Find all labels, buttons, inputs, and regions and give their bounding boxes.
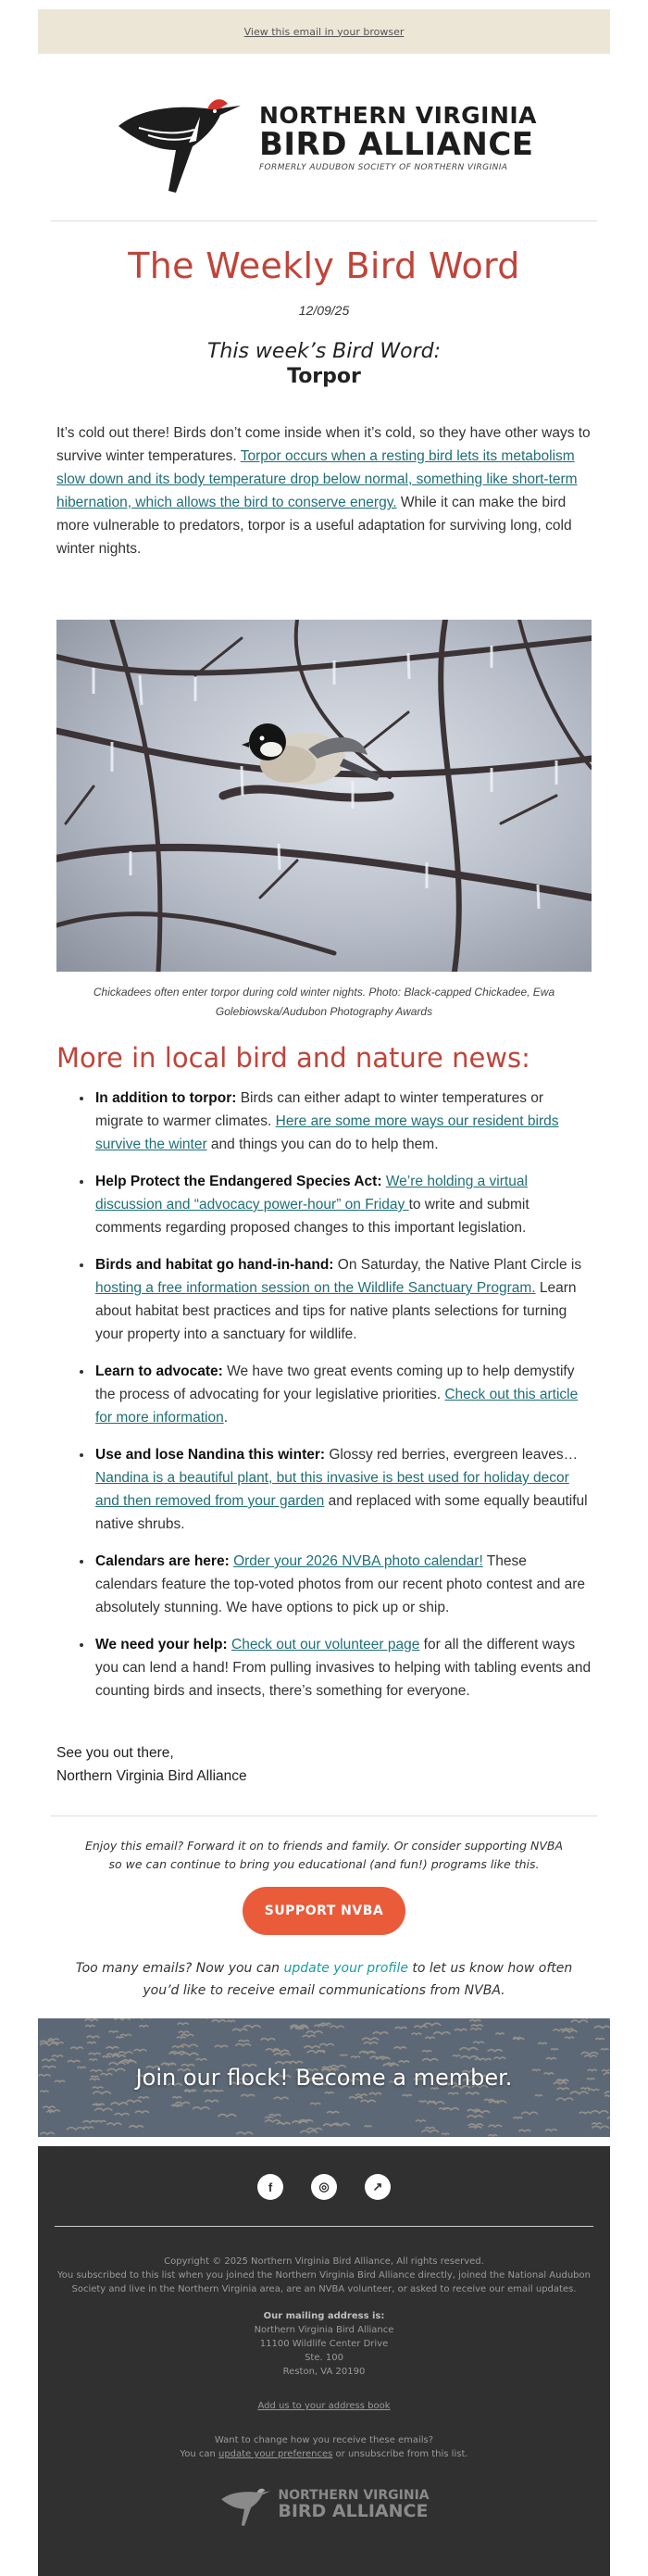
nandina-link[interactable]: Nandina is a beautiful plant, but this invasive is best used for holiday decor and then removed from your garden <box>95 1470 569 1509</box>
footer-logo[interactable] <box>38 2478 610 2530</box>
torpor-article-link[interactable]: Torpor occurs when a resting bird lets its metabolism slow down and its body temperature drop below normal, something like short-term hibernation, which allows the bird to conserve energy. <box>56 448 578 510</box>
instagram-icon[interactable]: ◎ <box>311 2174 337 2200</box>
footer-brand-line1: NORTHERN VIRGINIA <box>278 2487 430 2503</box>
calendar-order-link[interactable]: Order your 2026 NVBA photo calendar! <box>233 1553 483 1569</box>
news-list <box>93 1087 592 1703</box>
woodpecker-logo-icon <box>111 72 250 202</box>
winter-survival-link[interactable]: Here are some more ways our resident birds survive the winter <box>95 1113 559 1152</box>
news-section-title: More in local bird and nature news: <box>56 1042 530 1074</box>
preferences-footer-text: Want to change how you receive these emails? You can update your preferences or unsubscribe from this list. <box>180 2435 468 2459</box>
news-item: • In addition to torpor: Birds can either adapt to winter temperatures or migrate to warmer climates. Here are some more ways our resident birds survive the winter and things you can do to help them. <box>93 1087 592 1156</box>
copyright-text: Copyright © 2025 Northern Virginia Bird Alliance, All rights reserved. <box>164 2256 484 2267</box>
support-nvba-button[interactable]: SUPPORT NVBA <box>243 1887 406 1935</box>
add-to-address-book-link[interactable]: Add us to your address book <box>257 2401 391 2411</box>
icy-branches-image <box>56 620 592 972</box>
photo-caption: Chickadees often enter torpor during cold winter nights. Photo: Black-capped Chickadee, Ewa Golebiowska/Audubon Photography Awards <box>93 986 555 1018</box>
news-item: • Calendars are here: Order your 2026 NVBA photo calendar! These calendars feature the top-voted photos from our recent photo contest and are absolutely stunning. We have options to pick up or ship. <box>93 1550 592 1619</box>
email-container <box>38 9 610 2576</box>
view-in-browser-link[interactable]: View this email in your browser <box>243 25 405 38</box>
preheader-bar <box>38 9 610 54</box>
website-link-icon[interactable]: ↗ <box>365 2174 391 2200</box>
esa-discussion-link[interactable]: We’re holding a virtual discussion and “advocacy power-hour” on Friday <box>95 1174 528 1213</box>
brand-name-line2: BIRD ALLIANCE <box>258 126 534 163</box>
membership-banner[interactable] <box>38 2018 610 2137</box>
news-item: • Use and lose Nandina this winter: Glossy red berries, evergreen leaves…Nandina is a beautiful plant, but this invasive is best used for holiday decor and then removed from your garden and replaced with some equally beautiful native shrubs. <box>93 1443 592 1536</box>
membership-banner-text: Join our flock! Become a member. <box>135 2065 513 2091</box>
newsletter-title: The Weekly Bird Word <box>128 245 520 286</box>
woodpecker-logo-icon <box>218 2478 274 2530</box>
chickadee-photo <box>56 620 592 972</box>
volunteer-page-link[interactable]: Check out our volunteer page <box>231 1637 420 1652</box>
bird-word-label: This week’s Bird Word: <box>206 340 442 363</box>
divider <box>51 220 597 221</box>
update-profile-link[interactable]: update your profile <box>283 1961 408 1976</box>
news-item: • Learn to advocate: We have two great events coming up to help demystify the process of advocating for your legislative priorities. Check out this article for more information. <box>93 1360 592 1429</box>
advocacy-article-link[interactable]: Check out this article for more information <box>95 1387 579 1426</box>
intro-paragraph: It’s cold out there! Birds don’t come inside when it’s cold, so they have other ways to survive winter temperatures. Torpor occurs when a resting bird lets its metabolism slow down and its body temperature drop below normal, something like short-term hibernation, which allows the bird to conserve energy. While it can make the bird more vulnerable to predators, torpor is a useful adaptation for surviving long, cold winter nights. <box>56 425 591 557</box>
support-text: Enjoy this email? Forward it on to friends and family. Or consider supporting NVBA so we can continue to bring you educational (and fun!) programs like this. <box>84 1839 564 1871</box>
news-item: • Birds and habitat go hand-in-hand: On Saturday, the Native Plant Circle is hosting a free information session on the Wildlife Sanctuary Program. Learn about habitat best practices and tips for native plants selections for turning your property into a sanctuary for wildlife. <box>93 1253 592 1346</box>
footer <box>38 2146 610 2576</box>
news-item: • Help Protect the Endangered Species Act: We’re holding a virtual discussion and “advocacy power-hour” on Friday to write and submit comments regarding proposed changes to this important legislation. <box>93 1170 592 1239</box>
subscription-reason: You subscribed to this list when you joined the Northern Virginia Bird Alliance directly, joined the National Audubon Society and live in the Northern Virginia area, are an NVBA volunteer, or asked to receive our email updates. <box>57 2270 591 2294</box>
footer-brand-line2: BIRD ALLIANCE <box>278 2500 429 2521</box>
signoff: See you out there, Northern Virginia Bird Alliance <box>56 1745 247 1784</box>
mailing-address: Our mailing address is: Northern Virginia Bird Alliance 11100 Wildlife Center Drive Ste. 100 Reston, VA 20190 <box>254 2311 394 2377</box>
brand-tagline: FORMERLY AUDUBON SOCIETY OF NORTHERN VIRGINIA <box>258 163 508 172</box>
brand-name-line1: NORTHERN VIRGINIA <box>258 102 538 129</box>
issue-date: 12/09/25 <box>298 303 350 318</box>
brand-logo[interactable] <box>38 54 610 220</box>
wildlife-sanctuary-link[interactable]: hosting a free information session on the Wildlife Sanctuary Program. <box>95 1280 536 1296</box>
footer-divider <box>55 2226 593 2227</box>
facebook-icon[interactable]: f <box>257 2174 283 2200</box>
news-item: • We need your help: Check out our volunteer page for all the different ways you can lend a hand! From pulling invasives to helping with tabling events and counting birds and insects, there’s something for everyone. <box>93 1633 592 1703</box>
bird-word: Torpor <box>287 365 361 388</box>
update-preferences-link[interactable]: update your preferences <box>218 2449 333 2459</box>
preferences-text: Too many emails? Now you can update your profile to let us know how often you’d like to receive email communications from NVBA. <box>75 1961 573 1998</box>
social-links <box>38 2174 610 2200</box>
